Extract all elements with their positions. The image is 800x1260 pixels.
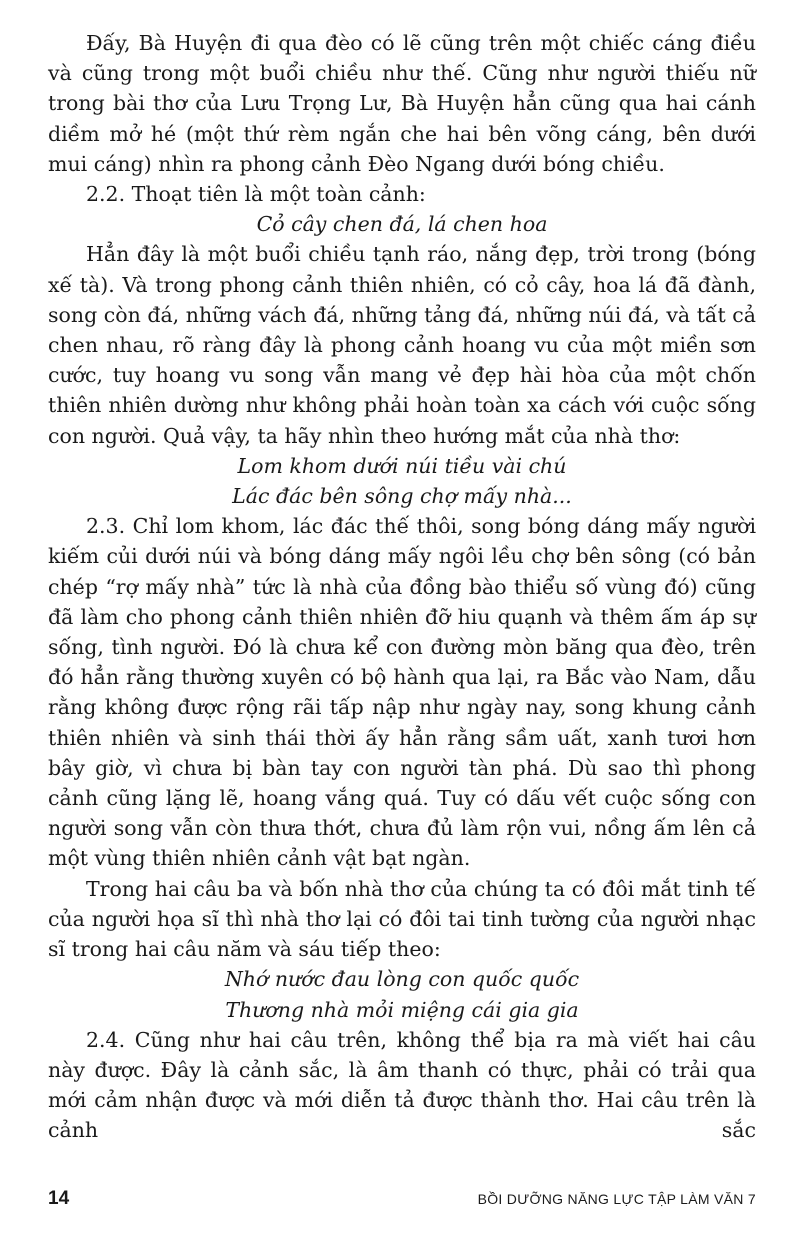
paragraph-2-3: 2.3. Chỉ lom khom, lác đác thế thôi, song bóng dáng mấy người kiếm củi dưới núi và bóng dáng mấy ngôi lều chợ bên sông (có bản chép “rợ mấy nhà” tức là nhà của đồng bào thiểu số vùng đó) cũng đã làm cho phong cảnh thiên nhiên đỡ hiu quạnh và thêm ấm áp sự sống, tình người. Đó là chưa kể con đường mòn băng qua đèo, trên đó hẳn rằng thường xuyên có bộ hành qua lại, ra Bắc vào Nam, dẫu rằng không được rộng rãi tấp nập như ngày nay, song khung cảnh thiên nhiên và sinh thái thời ấy hẳn rằng sầm uất, xanh tươi hơn bây giờ, vì chưa bị bàn tay con người tàn phá. Dù sao thì phong cảnh cũng lặng lẽ, hoang vắng quá. Tuy có dấu vết cuộc sống con người song vẫn còn thưa thớt, chưa đủ làm rộn vui, nồng ấm lên cả một vùng thiên nhiên cảnh vật bạt ngàn. <box>48 514 756 871</box>
verse-line: Thương nhà mỏi miệng cái gia gia <box>225 997 579 1022</box>
paragraph-2-2-heading: 2.2. Thoạt tiên là một toàn cảnh: <box>86 182 426 207</box>
page-footer <box>48 1188 756 1210</box>
verse-line: Lác đác bên sông chợ mấy nhà... <box>232 484 572 509</box>
paragraph-2-4: 2.4. Cũng như hai câu trên, không thể bịa ra mà viết hai câu này được. Đây là cảnh sắc, là âm thanh có thực, phải có trải qua mới cảm nhận được và mới diễn tả được thành thơ. Hai câu trên là cảnh sắc <box>48 1027 756 1143</box>
verse-line: Lom khom dưới núi tiều vài chú <box>237 453 567 478</box>
body-text <box>48 28 756 1146</box>
paragraph-transition: Trong hai câu ba và bốn nhà thơ của chúng ta có đôi mắt tinh tế của người họa sĩ thì nhà thơ lại có đôi tai tinh tường của người nhạc sĩ trong hai câu năm và sáu tiếp theo: <box>48 876 756 962</box>
book-title: BỒI DƯỠNG NĂNG LỰC TẬP LÀM VĂN 7 <box>477 1191 756 1207</box>
paragraph-intro: Đấy, Bà Huyện đi qua đèo có lẽ cũng trên một chiếc cáng điều và cũng trong một buổi chiều như thế. Cũng như người thiếu nữ trong bài thơ của Lưu Trọng Lư, Bà Huyện hẳn cũng qua hai cánh diềm mở hé (một thứ rèm ngắn che hai bên võng cáng, bên dưới mui cáng) nhìn ra phong cảnh Đèo Ngang dưới bóng chiều. <box>48 31 756 176</box>
verse-line: Nhớ nước đau lòng con quốc quốc <box>224 967 580 992</box>
paragraph-2-2-body: Hẳn đây là một buổi chiều tạnh ráo, nắng đẹp, trời trong (bóng xế tà). Và trong phong cảnh thiên nhiên, có cỏ cây, hoa lá đã đành, song còn đá, những vách đá, những tảng đá, những núi đá, và tất cả chen nhau, rõ ràng đây là phong cảnh hoang vu của một miền sơn cước, tuy hoang vu song vẫn mang vẻ đẹp hài hòa của một chốn thiên nhiên dường như không phải hoàn toàn xa cách với cuộc sống con người. Quả vậy, ta hãy nhìn theo hướng mắt của nhà thơ: <box>48 242 756 448</box>
page-number: 14 <box>48 1188 70 1209</box>
verse-line: Cỏ cây chen đá, lá chen hoa <box>256 212 548 237</box>
